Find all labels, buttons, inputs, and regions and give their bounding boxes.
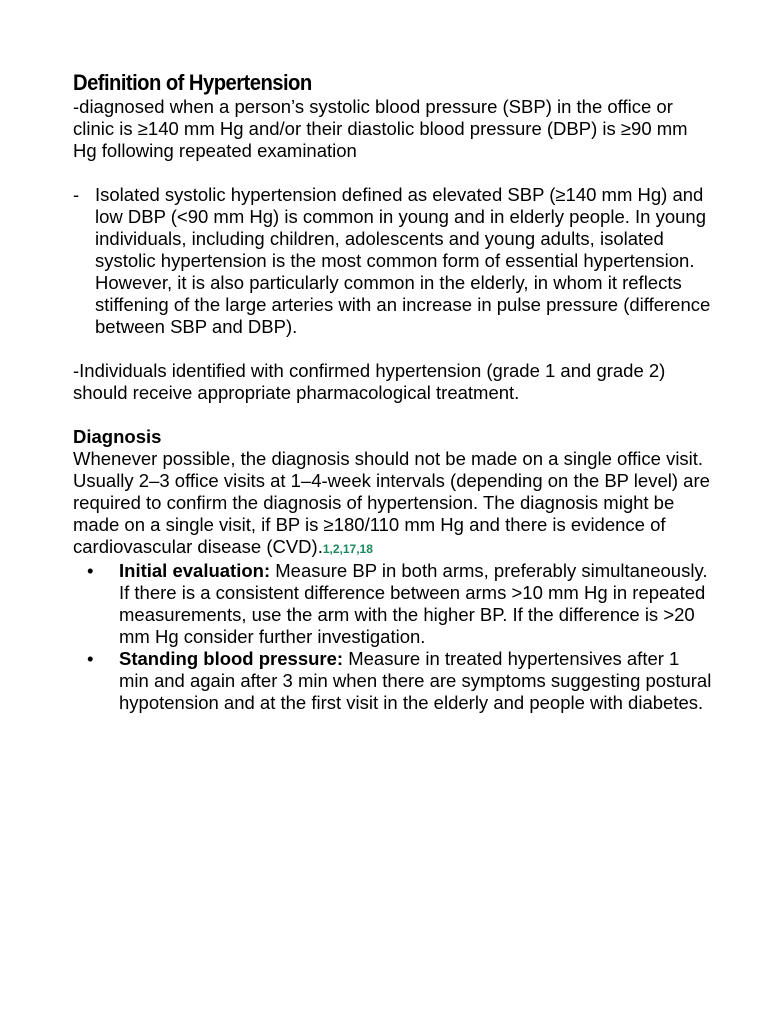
isolated-systolic-item [73, 184, 713, 338]
diagnosis-bullet-list [73, 560, 713, 714]
bullet-label: Standing blood pressure: [119, 648, 344, 669]
bullet-text: Measure in treated hypertensives after 1 min and again after 3 min when there are symptoms suggesting postural hypotension and at the first visit in the elderly and people with diabetes. [119, 648, 712, 713]
page-title: Definition of Hypertension [73, 70, 312, 95]
document-page [73, 70, 713, 714]
treatment-paragraph: -Individuals identified with confirmed hypertension (grade 1 and grade 2) should receive appropriate pharmacological treatment. [73, 360, 666, 403]
dash-marker: - [73, 184, 80, 205]
bullet-text: Measure BP in both arms, preferably simultaneously. If there is a consistent difference between arms >10 mm Hg in repeated measurements, use the arm with the higher BP. If the difference is >20 mm Hg consider further investigation. [119, 560, 708, 647]
diagnosis-text: Whenever possible, the diagnosis should not be made on a single office visit. Usually 2–3 office visits at 1–4-week intervals (depending on the BP level) are required to confirm the diagnosis of hypertension. The diagnosis might be made on a single visit, if BP is ≥180/110 mm Hg and there is evidence of cardiovascular disease (CVD). [73, 448, 710, 557]
bullet-body [119, 648, 713, 714]
diagnosis-heading: Diagnosis [73, 426, 162, 447]
diagnosis-paragraph [73, 448, 713, 560]
bullet-marker: • [87, 648, 94, 669]
definition-paragraph: -diagnosed when a person’s systolic blood pressure (SBP) in the office or clinic is ≥140 mm Hg and/or their diastolic blood pressure (DBP) is ≥90 mm Hg following repeated examination [73, 96, 688, 161]
bullet-label: Initial evaluation: [119, 560, 271, 581]
list-item-standing-blood-pressure [73, 648, 713, 714]
reference-links[interactable]: 1,2,17,18 [322, 542, 373, 556]
bullet-marker: • [87, 560, 94, 581]
bullet-body [119, 560, 713, 648]
isolated-systolic-text: Isolated systolic hypertension defined as elevated SBP (≥140 mm Hg) and low DBP (<90 mm Hg) is common in young and in elderly people. In young individuals, including children, adolescents and young adults, isolated systolic hypertension is the most common form of essential hypertension. However, it is also particularly common in the elderly, in whom it reflects stiffening of the large arteries with an increase in pulse pressure (difference between SBP and DBP). [95, 184, 711, 337]
list-item-initial-evaluation [73, 560, 713, 648]
